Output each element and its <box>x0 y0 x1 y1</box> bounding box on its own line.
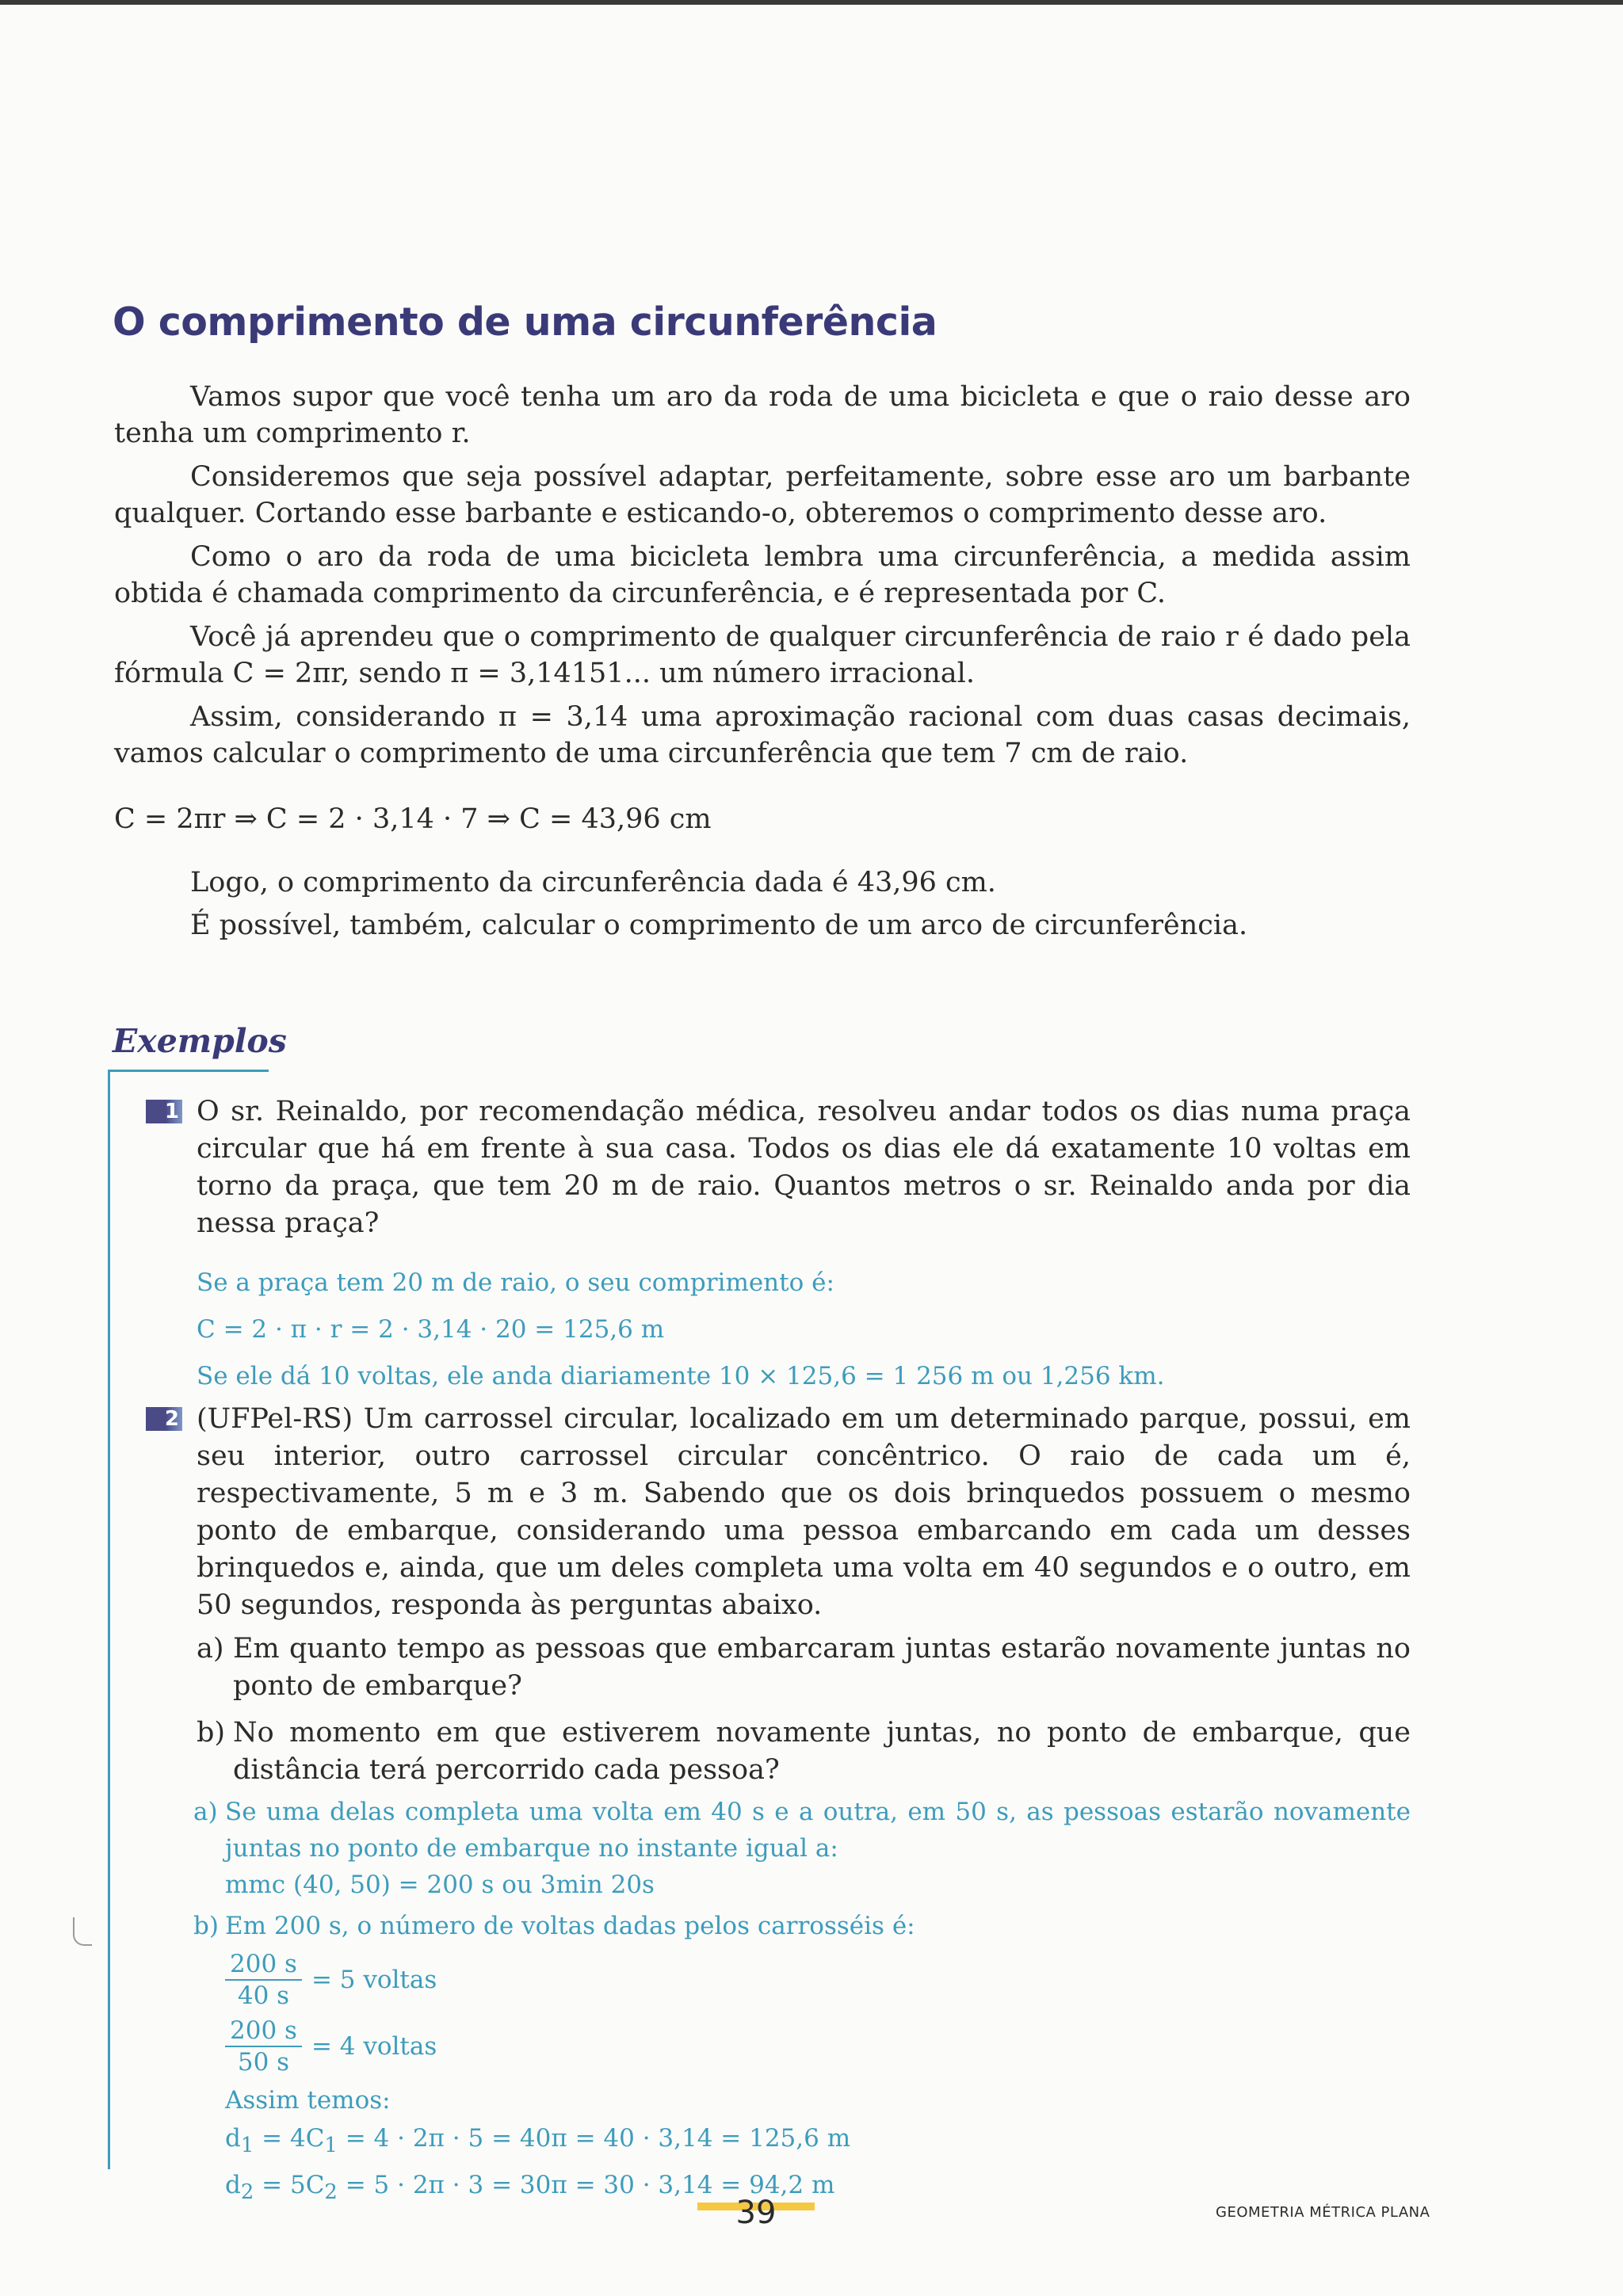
paragraph: Consideremos que seja possível adaptar, perfeitamente, sobre esse aro um barbante qualquer. Cortando esse barbante e esticando-o, obteremos o comprimento desse aro. <box>114 461 1411 529</box>
fraction-numerator: 200 s <box>225 1949 302 1981</box>
question-label: a) <box>197 1633 224 1665</box>
example-statement: O sr. Reinaldo, por recomendação médica, resolveu andar todos os dias numa praça circular que há em frente à sua casa. Todos os dias ele dá exatamente 10 voltas em torno da praça, que tem 20 m de raio. Quantos metros o sr. Reinaldo anda por dia nessa praça? <box>197 1096 1411 1239</box>
solution-label: b) <box>193 1912 219 1940</box>
fraction-result: = 4 voltas <box>311 2032 437 2061</box>
question-item <box>197 1714 1411 1789</box>
top-rule <box>0 0 1623 5</box>
eq-part: = 4 · 2π · 5 = 40π = 40 · 3,14 = 125,6 m <box>337 2124 851 2153</box>
main-formula: C = 2πr ⇒ C = 2 · 3,14 · 7 ⇒ C = 43,96 cm <box>114 803 712 835</box>
solution-part-b <box>193 1908 1411 1944</box>
paragraph: Vamos supor que você tenha um aro da roda de uma bicicleta e que o raio desse aro tenha um comprimento r. <box>114 381 1411 449</box>
example-number-badge: 1 <box>146 1100 182 1123</box>
example-statement: (UFPel-RS) Um carrossel circular, localizado em um determinado parque, possui, em seu interior, outro carrossel circular concêntrico. O raio de cada um é, respectivamente, 5 m e 3 m. Sabendo que os dois brinquedos possuem o mesmo ponto de embarque, considerando uma pessoa embarcando em cada um desses brinquedos e, ainda, que um deles completa uma volta em 40 segundos e o outro, em 50 segundos, responda às perguntas abaixo. <box>197 1403 1411 1621</box>
paragraph: Assim, considerando π = 3,14 uma aproximação racional com duas casas decimais, vamos calcular o comprimento de uma circunferência que tem 7 cm de raio. <box>114 701 1411 769</box>
conclusion-line: É possível, também, calcular o comprimento de um arco de circunferência. <box>190 910 1248 941</box>
fraction-denominator: 40 s <box>237 1981 290 2010</box>
fraction-numerator: 200 s <box>225 2016 302 2047</box>
section-title: O comprimento de uma circunferência <box>113 299 938 345</box>
section-body <box>114 379 1411 950</box>
eq-subscript: 1 <box>324 2134 338 2158</box>
solution-text: Assim temos: <box>225 2086 391 2115</box>
solution-result: mmc (40, 50) = 200 s ou 3min 20s <box>225 1871 655 1899</box>
running-title: GEOMETRIA MÉTRICA PLANA <box>1216 2204 1430 2221</box>
question-item <box>197 1630 1411 1705</box>
question-text: No momento em que estiverem novamente juntas, no ponto de embarque, que distância terá percorrido cada pessoa? <box>233 1717 1411 1786</box>
eq-symbol: d <box>225 2124 241 2153</box>
eq-part: = 5 · 2π · 3 = 30π = 30 · 3,14 = 94,2 m <box>337 2171 835 2200</box>
eq-subscript: 2 <box>240 2180 254 2205</box>
eq-part: = 5C <box>254 2171 325 2200</box>
question-list <box>197 1630 1411 1789</box>
example-solution <box>193 1794 1411 2212</box>
distance-equation-1 <box>225 2119 1411 2165</box>
example-number-badge: 2 <box>146 1407 182 1431</box>
eq-subscript: 2 <box>324 2180 338 2205</box>
page-number: 39 <box>735 2195 777 2231</box>
fraction-denominator: 50 s <box>237 2048 290 2077</box>
eq-part: = 4C <box>254 2124 325 2153</box>
question-label: b) <box>197 1717 226 1749</box>
conclusion-line: Logo, o comprimento da circunferência dada é 43,96 cm. <box>190 867 996 898</box>
fraction-row <box>225 1949 1411 2011</box>
paragraph: Como o aro da roda de uma bicicleta lembra uma circunferência, a medida assim obtida é chamada comprimento da circunferência, e é representada por C. <box>114 541 1411 609</box>
fraction <box>225 2016 302 2077</box>
examples-heading: Exemplos <box>113 1022 287 1060</box>
solution-label: a) <box>193 1798 218 1826</box>
solution-text: Se uma delas completa uma volta em 40 s e a outra, em 50 s, as pessoas estarão novamente juntas no ponto de embarque no instante igual a: <box>225 1798 1411 1863</box>
fraction-row <box>225 2016 1411 2077</box>
solution-text: Em 200 s, o número de voltas dadas pelos carrosséis é: <box>225 1912 915 1940</box>
solution-line: C = 2 · π · r = 2 · 3,14 · 20 = 125,6 m <box>197 1315 665 1344</box>
question-text: Em quanto tempo as pessoas que embarcaram juntas estarão novamente juntas no ponto de embarque? <box>233 1633 1411 1702</box>
solution-line: Se a praça tem 20 m de raio, o seu comprimento é: <box>197 1268 834 1297</box>
example-1 <box>146 1093 1411 1400</box>
fraction <box>225 1949 302 2011</box>
eq-subscript: 1 <box>240 2134 254 2158</box>
solution-line: Se ele dá 10 voltas, ele anda diariamente 10 × 125,6 = 1 256 m ou 1,256 km. <box>197 1362 1165 1390</box>
paragraph: Você já aprendeu que o comprimento de qualquer circunferência de raio r é dado pela fórmula C = 2πr, sendo π = 3,14151... um número irracional. <box>114 621 1411 689</box>
fraction-result: = 5 voltas <box>311 1966 437 1994</box>
example-2 <box>146 1401 1411 2212</box>
solution-part-a <box>193 1794 1411 1867</box>
eq-symbol: d <box>225 2171 241 2200</box>
example-solution <box>197 1260 1411 1400</box>
margin-mark <box>73 1917 92 1946</box>
